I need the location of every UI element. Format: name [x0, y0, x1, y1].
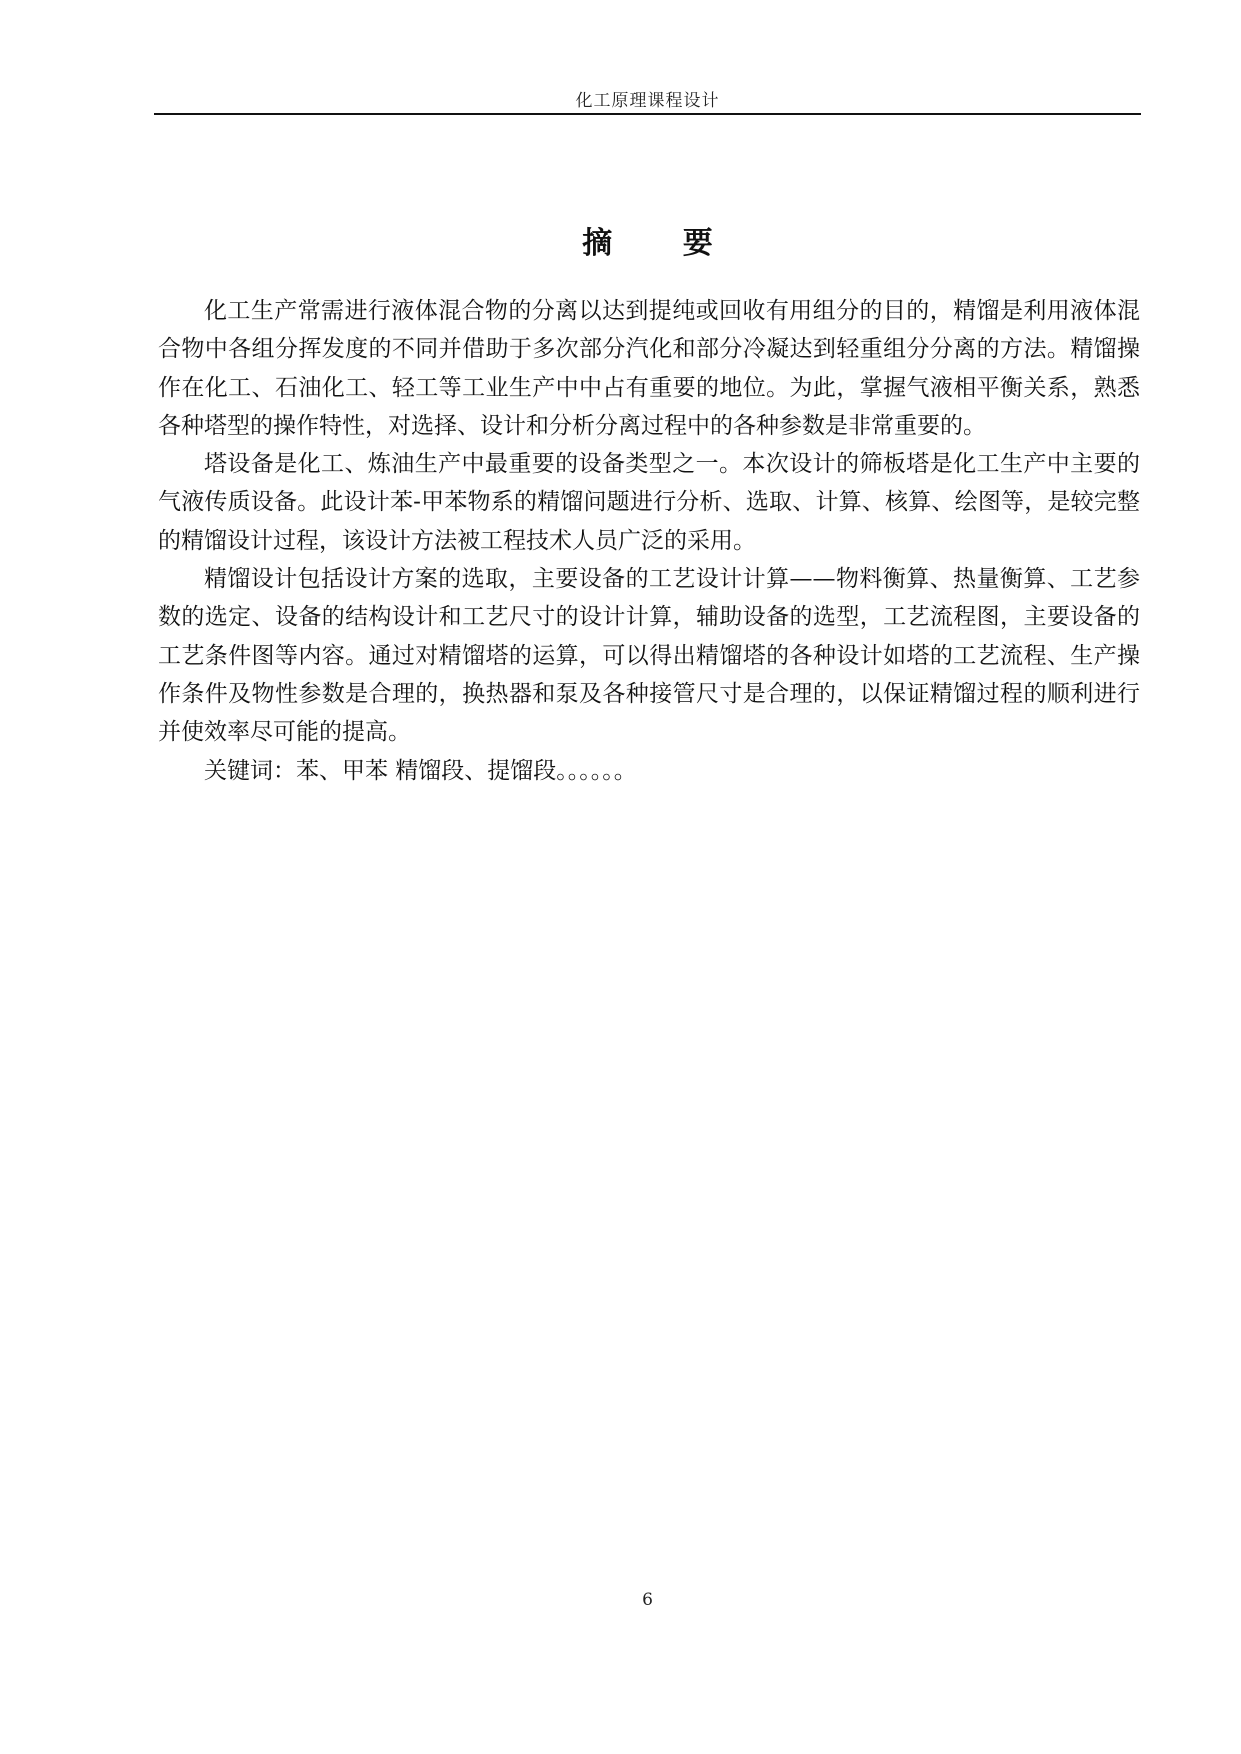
abstract-body — [158, 292, 1140, 790]
abstract-paragraph-1: 化工生产常需进行液体混合物的分离以达到提纯或回收有用组分的目的，精馏是利用液体混合物中各组分挥发度的不同并借助于多次部分汽化和部分冷凝达到轻重组分分离的方法。精馏操作在化工、石油化工、轻工等工业生产中中占有重要的地位。为此，掌握气液相平衡关系，熟悉各种塔型的操作特性，对选择、设计和分析分离过程中的各种参数是非常重要的。 — [158, 298, 1140, 439]
page-number: 6 — [642, 1590, 653, 1610]
keywords-line: 关键词：苯、甲苯 精馏段、提馏段。。。。。。 — [204, 757, 637, 784]
abstract-paragraph-2: 塔设备是化工、炼油生产中最重要的设备类型之一。本次设计的筛板塔是化工生产中主要的气液传质设备。此设计苯-甲苯物系的精馏问题进行分析、选取、计算、核算、绘图等，是较完整的精馏设计过程，该设计方法被工程技术人员广泛的采用。 — [158, 451, 1140, 554]
abstract-paragraph-3: 精馏设计包括设计方案的选取，主要设备的工艺设计计算——物料衡算、热量衡算、工艺参数的选定、设备的结构设计和工艺尺寸的设计计算，辅助设备的选型，工艺流程图，主要设备的工艺条件图等内容。通过对精馏塔的运算，可以得出精馏塔的各种设计如塔的工艺流程、生产操作条件及物性参数是合理的，换热器和泵及各种接管尺寸是合理的，以保证精馏过程的顺利进行并使效率尽可能的提高。 — [158, 566, 1140, 746]
running-header: 化工原理课程设计 — [575, 91, 720, 111]
abstract-title: 摘 要 — [582, 226, 743, 261]
header-rule — [154, 113, 1141, 115]
